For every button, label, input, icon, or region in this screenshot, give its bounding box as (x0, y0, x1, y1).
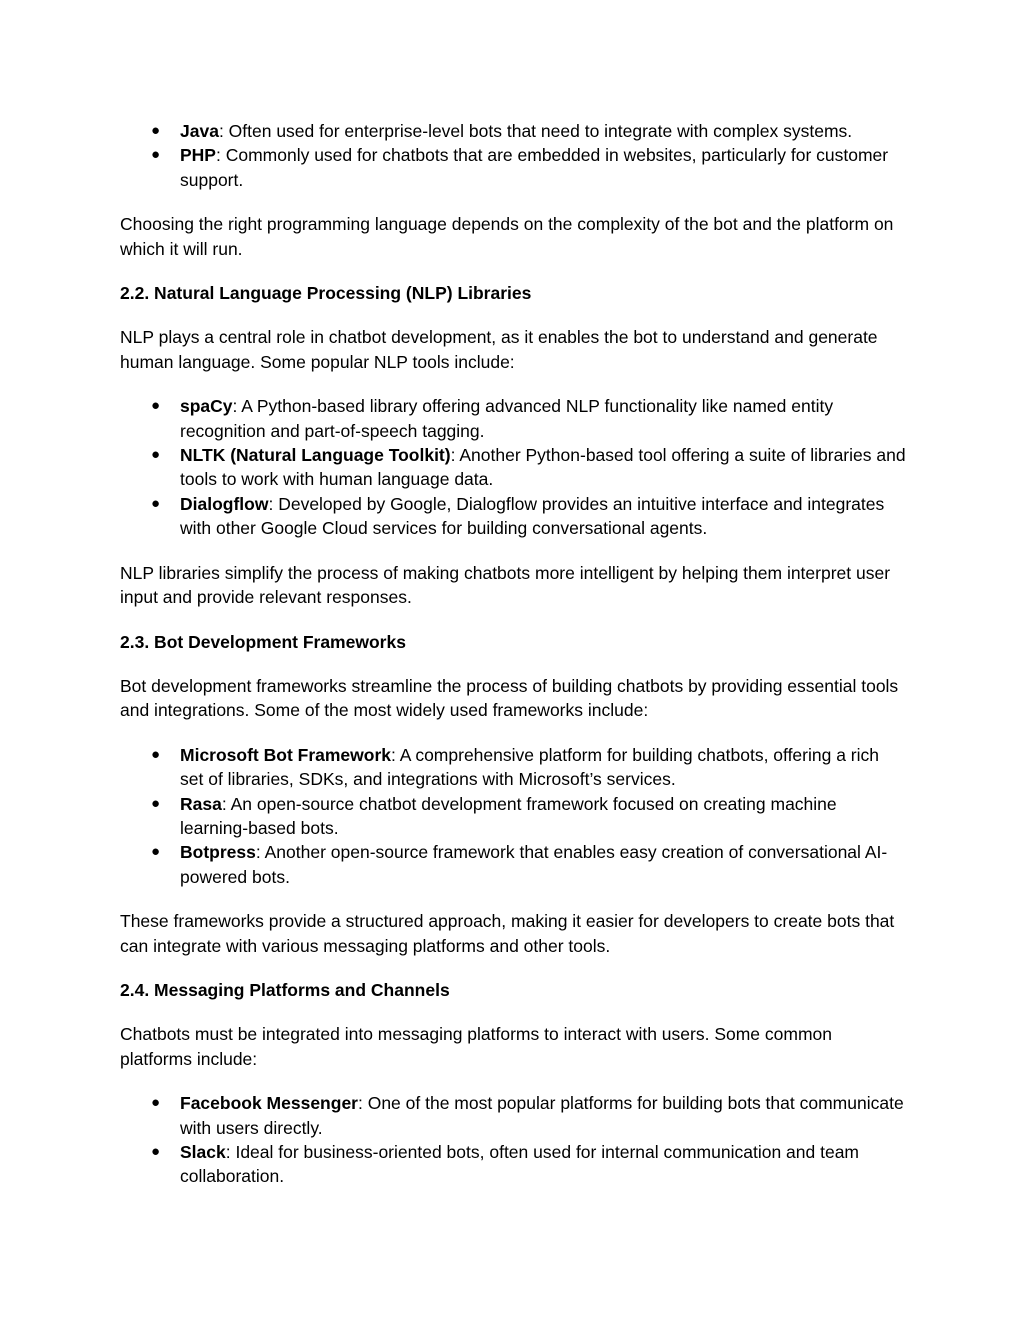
list-item (120, 1091, 906, 1140)
bullet-icon: ● (151, 1094, 161, 1112)
bullet-icon: ● (151, 122, 161, 139)
list-item-term: NLTK (Natural Language Toolkit) (180, 445, 451, 466)
paragraph: Choosing the right programming language depends on the complexity of the bot and the platform on which it will run. (120, 214, 894, 259)
bullet-icon: ● (151, 494, 161, 512)
list-item-text: : A Python-based library offering advanced NLP functionality like named entity recognition and part-of-speech tagging. (180, 396, 834, 441)
bullet-icon: ● (151, 843, 161, 861)
list-item-term: Java (180, 121, 219, 141)
section-heading-2-3: 2.3. Bot Development Frameworks (120, 631, 406, 652)
list-item-term: Botpress (180, 842, 256, 863)
list-item-text: : Another Python-based tool offering a suite of libraries and tools to work with human language data. (180, 445, 906, 490)
list-item (120, 743, 906, 792)
list-item (120, 143, 906, 192)
list-item-text: : Ideal for business-oriented bots, often used for internal communication and team collaboration. (180, 1142, 860, 1187)
list-item-text: : A comprehensive platform for building chatbots, offering a rich set of libraries, SDKs, and integrations with Microsoft’s services. (180, 744, 880, 790)
list-item-text: : Another open-source framework that enables easy creation of conversational AI-powered bots. (180, 842, 888, 887)
list-item (120, 492, 906, 541)
list-item-term: PHP (180, 145, 216, 166)
platforms-list (120, 1091, 906, 1189)
list-item-term: spaCy (180, 396, 233, 417)
list-item (120, 792, 906, 841)
nlp-tools-list (120, 394, 906, 540)
bullet-icon: ● (151, 745, 161, 763)
list-item (120, 394, 906, 443)
list-item-term: Dialogflow (180, 493, 269, 514)
list-item-term: Slack (180, 1142, 226, 1162)
section-heading-2-4: 2.4. Messaging Platforms and Channels (120, 979, 450, 1000)
bullet-icon: ● (151, 146, 161, 164)
language-list (120, 119, 906, 192)
paragraph: NLP plays a central role in chatbot development, as it enables the bot to understand and generate human language. Some popular NLP tools include: (120, 327, 878, 372)
paragraph: Chatbots must be integrated into messaging platforms to interact with users. Some common platforms include: (120, 1024, 832, 1069)
bullet-icon: ● (151, 794, 161, 812)
list-item (120, 119, 906, 143)
paragraph: NLP libraries simplify the process of making chatbots more intelligent by helping them interpret user input and provide relevant responses. (120, 562, 891, 608)
list-item-text: : An open-source chatbot development framework focused on creating machine learning-based bots. (180, 793, 837, 838)
bullet-icon: ● (151, 1143, 161, 1160)
list-item (120, 443, 906, 492)
list-item (120, 840, 906, 889)
paragraph: Bot development frameworks streamline the process of building chatbots by providing essential tools and integrations. Some of the most widely used frameworks include: (120, 675, 899, 721)
list-item-term: Facebook Messenger (180, 1093, 358, 1114)
list-item-term: Microsoft Bot Framework (180, 744, 391, 765)
bullet-icon: ● (151, 446, 161, 464)
section-heading-2-2: 2.2. Natural Language Processing (NLP) Libraries (120, 283, 532, 304)
list-item (120, 1140, 906, 1189)
bullet-icon: ● (151, 397, 161, 415)
list-item-text: : One of the most popular platforms for building bots that communicate with users directly. (180, 1093, 904, 1138)
list-item-text: : Commonly used for chatbots that are embedded in websites, particularly for customer support. (180, 145, 889, 190)
list-item-term: Rasa (180, 793, 222, 814)
paragraph: These frameworks provide a structured approach, making it easier for developers to create bots that can integrate with various messaging platforms and other tools. (120, 911, 895, 956)
frameworks-list (120, 743, 906, 889)
list-item-text: : Often used for enterprise-level bots that need to integrate with complex systems. (218, 121, 853, 141)
list-item-text: : Developed by Google, Dialogflow provides an intuitive interface and integrates with other Google Cloud services for building conversational agents. (180, 493, 885, 539)
